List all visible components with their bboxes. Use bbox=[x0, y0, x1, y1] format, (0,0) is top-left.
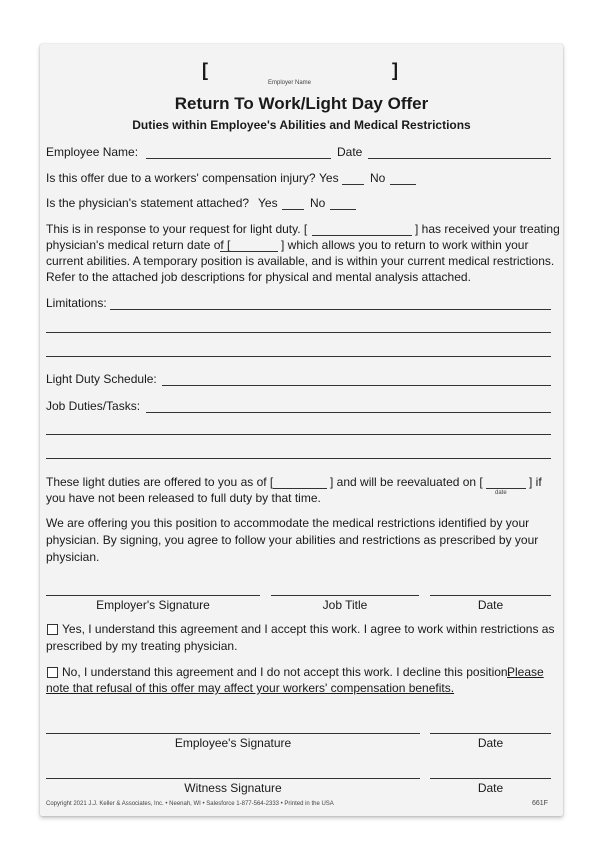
physician-no-field[interactable] bbox=[330, 209, 356, 210]
workers-comp-yes: Yes bbox=[319, 171, 339, 185]
date-field[interactable] bbox=[368, 158, 551, 159]
para1-line3: current abilities. A temporary position is available, and is within your current medical restrictions. bbox=[46, 254, 555, 268]
limitations-field-1[interactable] bbox=[110, 309, 551, 310]
decline-note-link: Please bbox=[507, 665, 544, 679]
employer-date-label: Date bbox=[477, 598, 504, 612]
para2-line1b: ] and will be reevaluated on [ bbox=[330, 475, 483, 489]
job-title-field[interactable] bbox=[271, 595, 419, 596]
job-title-label: Job Title bbox=[322, 598, 368, 612]
form-subtitle: Duties within Employee's Abilities and Medical Restrictions bbox=[132, 118, 471, 132]
para1-line2b: ] which allows you to return to work within your bbox=[281, 238, 529, 252]
witness-date-field[interactable] bbox=[430, 778, 551, 779]
employee-signature-field[interactable] bbox=[46, 733, 420, 734]
physician-question: Is the physician's statement attached? bbox=[46, 196, 250, 210]
para1-line2: physician's medical return date of [ bbox=[46, 238, 231, 252]
job-duties-field-1[interactable] bbox=[146, 412, 551, 413]
limitations-field-2[interactable] bbox=[46, 332, 551, 333]
employer-signature-field[interactable] bbox=[46, 595, 260, 596]
employee-date-field[interactable] bbox=[430, 733, 551, 734]
para1-line4: Refer to the attached job descriptions for physical and mental analysis attached. bbox=[46, 270, 471, 284]
para3-line1: We are offering you this position to accommodate the medical restrictions identified by your bbox=[46, 516, 530, 530]
witness-date-label: Date bbox=[477, 781, 504, 795]
return-date-field[interactable] bbox=[220, 251, 278, 252]
accept-checkbox[interactable] bbox=[47, 624, 58, 635]
job-duties-field-3[interactable] bbox=[46, 458, 551, 459]
witness-signature-label: Witness Signature bbox=[184, 781, 282, 795]
employee-name-field[interactable] bbox=[146, 158, 331, 159]
workers-comp-no-field[interactable] bbox=[390, 184, 416, 185]
decline-line1: No, I understand this agreement and I do not accept this work. I decline this position. bbox=[62, 665, 511, 679]
para2-line2: you have not been released to full duty by that time. bbox=[46, 491, 321, 505]
para1-line1: This is in response to your request for light duty. [ bbox=[46, 222, 308, 236]
para3-line3: physician. bbox=[46, 550, 100, 564]
form-sheet bbox=[40, 44, 563, 816]
bracket-left: [ bbox=[202, 60, 208, 80]
employer-date-field[interactable] bbox=[430, 595, 551, 596]
para2-line1c: ] if bbox=[529, 475, 542, 489]
employee-date-label: Date bbox=[477, 736, 504, 750]
para3-line2: physician. By signing, you agree to follow your abilities and restrictions as prescribed by your bbox=[46, 533, 539, 547]
company-name-field[interactable] bbox=[312, 235, 412, 236]
decline-checkbox[interactable] bbox=[47, 667, 58, 678]
physician-yes-field[interactable] bbox=[282, 209, 304, 210]
workers-comp-yes-field[interactable] bbox=[342, 184, 364, 185]
workers-comp-no: No bbox=[370, 171, 386, 185]
footer-form-number: 661F bbox=[532, 800, 548, 807]
employee-name-label: Employee Name: bbox=[46, 145, 139, 159]
footer-copyright: Copyright 2021 J.J. Keller & Associates, Inc. • Neenah, WI • Salesforce 1-877-564-2333 • Printed in the USA bbox=[46, 801, 334, 807]
light-duty-schedule-field[interactable] bbox=[162, 385, 551, 386]
physician-yes: Yes bbox=[258, 196, 278, 210]
light-duty-schedule-label: Light Duty Schedule: bbox=[46, 372, 157, 386]
bracket-right: ] bbox=[392, 60, 398, 80]
limitations-field-3[interactable] bbox=[46, 356, 551, 357]
date-label: Date bbox=[337, 145, 363, 159]
job-duties-label: Job Duties/Tasks: bbox=[46, 399, 141, 413]
witness-signature-field[interactable] bbox=[46, 778, 420, 779]
reevaluation-date-field[interactable] bbox=[486, 488, 526, 489]
offer-date-field[interactable] bbox=[273, 488, 327, 489]
accept-line2: prescribed by my treating physician. bbox=[46, 639, 238, 653]
decline-line2: note that refusal of this offer may affect your workers' compensation benefits. bbox=[46, 681, 455, 695]
employer-name-caption: Employer Name bbox=[268, 80, 312, 86]
workers-comp-question: Is this offer due to a workers' compensation injury? bbox=[46, 171, 316, 185]
form-title: Return To Work/Light Day Offer bbox=[174, 94, 429, 113]
limitations-label: Limitations: bbox=[46, 296, 107, 310]
accept-line1: Yes, I understand this agreement and I accept this work. I agree to work within restrictions as bbox=[62, 622, 555, 636]
physician-no: No bbox=[310, 196, 326, 210]
job-duties-field-2[interactable] bbox=[46, 434, 551, 435]
employer-signature-label: Employer's Signature bbox=[96, 598, 210, 612]
para1-line1b: ] has received your treating bbox=[415, 222, 560, 236]
reevaluation-date-caption: date bbox=[495, 490, 507, 496]
para2-line1a: These light duties are offered to you as of [ bbox=[46, 475, 274, 489]
employee-signature-label: Employee's Signature bbox=[174, 736, 292, 750]
